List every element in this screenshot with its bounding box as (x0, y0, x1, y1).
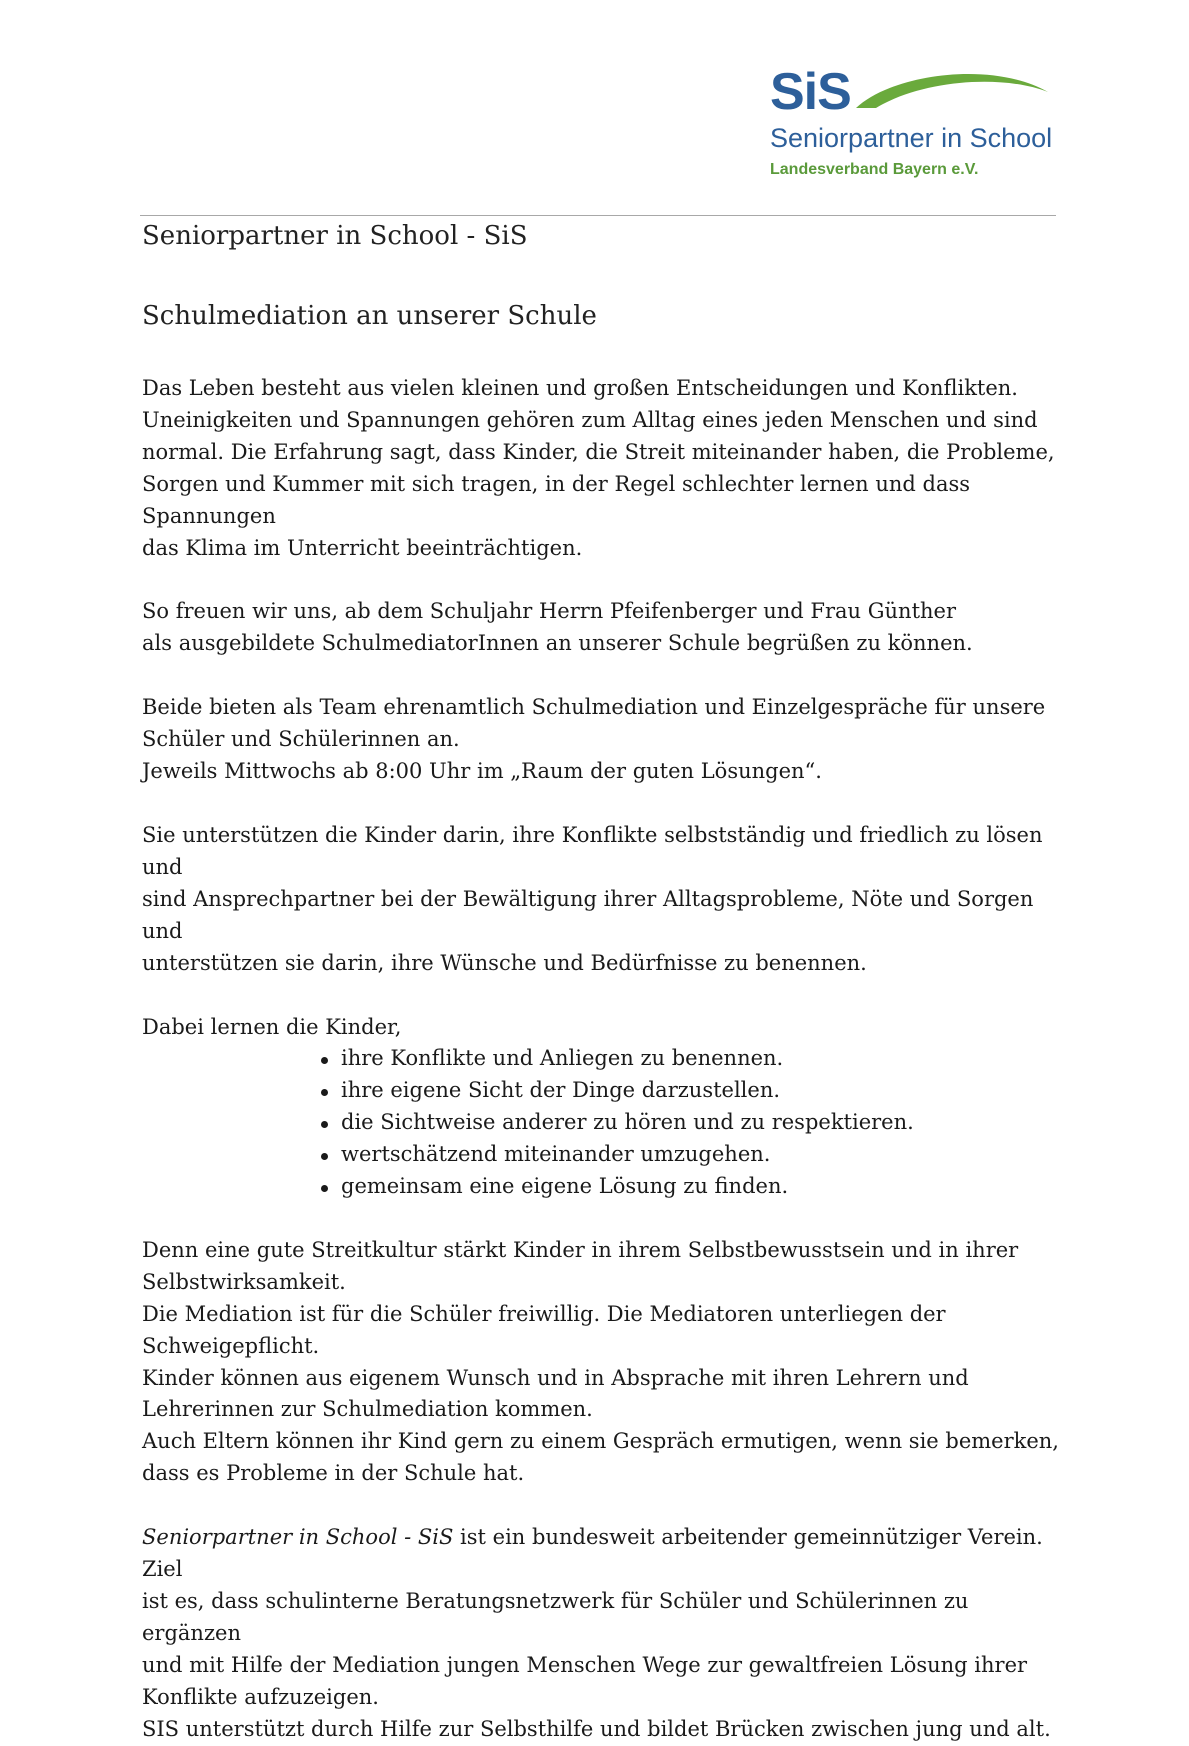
paragraph-support: Sie unterstützen die Kinder darin, ihre Konflikte selbstständig und friedlich zu lösen und sind Ansprechpartner bei der Bewältigung ihrer Alltagsprobleme, Nöte und Sorgen und unterstützen sie darin, ihre Wünsche und Bedürfnisse zu benennen. (142, 822, 1043, 975)
list-item: ihre eigene Sicht der Dinge darzustellen. (318, 1075, 1062, 1107)
paragraph-culture: Denn eine gute Streitkultur stärkt Kinder in ihrem Selbstbewusstsein und in ihrer Selbstwirksamkeit. Die Mediation ist für die Schüler freiwillig. Die Mediatoren unterliegen der Schweigepflicht. Kinder können aus eigenem Wunsch und in Absprache mit ihren Lehrern und Lehrerinnen zur Schulmediation kommen. Auch Eltern können ihr Kind gern zu einem Gespräch ermutigen, wenn sie bemerken, dass es Probleme in der Schule hat. (142, 1237, 1059, 1486)
organization-logo (770, 63, 1060, 186)
logo-arc-icon (852, 66, 1052, 116)
logo-subtitle: Landesverband Bayern e.V. (770, 161, 979, 178)
document-subtitle: Schulmediation an unserer Schule (142, 301, 597, 331)
logo-name: Seniorpartner in School (770, 123, 1053, 153)
paragraph-list-intro: Dabei lernen die Kinder, (142, 1014, 402, 1039)
header-divider (140, 215, 1056, 216)
association-text: ist ein bundesweit arbeitender gemeinnütziger Verein. Ziel ist es, dass schulinterne Beratungsnetzwerk für Schüler und Schülerinnen zu ergänzen und mit Hilfe der Mediation jungen Menschen Wege zur gewaltfreien Lösung ihrer Konflikte aufzuzeigen. SIS unterstützt durch Hilfe zur Selbsthilfe und bildet Brücken zwischen jung und alt. (142, 1525, 1051, 1741)
document-title: Seniorpartner in School - SiS (142, 221, 528, 251)
list-item: ihre Konflikte und Anliegen zu benennen. (318, 1043, 1062, 1075)
paragraph-offer: Beide bieten als Team ehrenamtlich Schulmediation und Einzelgespräche für unsere Schüler und Schülerinnen an. Jeweils Mittwochs ab 8:00 Uhr im „Raum der guten Lösungen“. (142, 695, 1046, 784)
list-item: wertschätzend miteinander umzugehen. (318, 1139, 1062, 1171)
learning-goals-list (318, 1043, 1062, 1203)
list-item: die Sichtweise anderer zu hören und zu respektieren. (318, 1107, 1062, 1139)
association-name: Seniorpartner in School - SiS (142, 1525, 454, 1550)
logo-mark: SiS (770, 63, 851, 121)
list-item: gemeinsam eine eigene Lösung zu finden. (318, 1171, 1062, 1203)
paragraph-intro: Das Leben besteht aus vielen kleinen und großen Entscheidungen und Konflikten. Uneinigkeiten und Spannungen gehören zum Alltag eines jeden Menschen und sind normal. Die Erfahrung sagt, dass Kinder, die Streit miteinander haben, die Probleme, Sorgen und Kummer mit sich tragen, in der Regel schlechter lernen und dass Spannungen das Klima im Unterricht beeinträchtigen. (142, 376, 1055, 560)
paragraph-association (142, 1522, 1062, 1745)
paragraph-mediators: So freuen wir uns, ab dem Schuljahr Herrn Pfeifenberger und Frau Günther als ausgebildete SchulmediatorInnen an unserer Schule begrüßen zu können. (142, 599, 973, 656)
document-body (142, 219, 1062, 1746)
